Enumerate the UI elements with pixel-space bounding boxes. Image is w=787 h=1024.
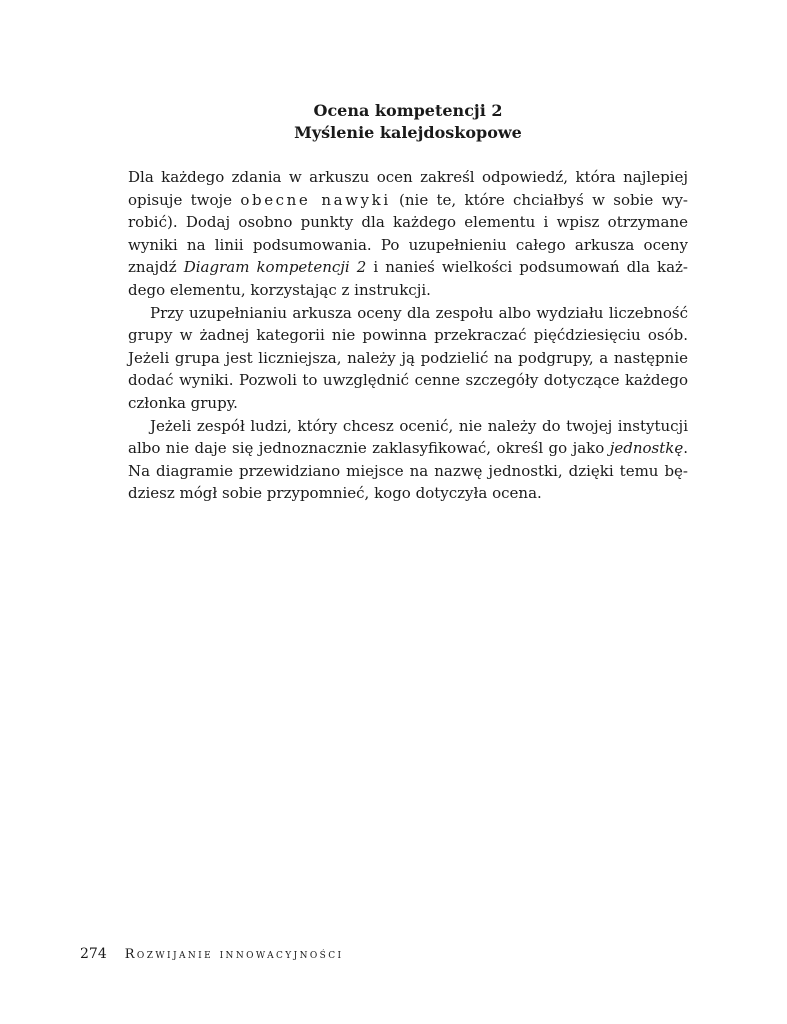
paragraph-1-diagram-title: Diagram kompetencji 2 [183,258,367,277]
heading-title: Ocena kompetencji 2 [313,101,503,120]
page-footer [80,944,343,965]
paragraph-1-text-a: Dla każdego zdania w arkuszu ocen zakreśl odpowiedź, która najlepiej opisuje twoje [128,168,688,209]
section-heading [128,100,688,144]
paragraph-1-text-c: i nanieś wielkości podsumowań dla każ-dego elementu, korzystając z instrukcji. [128,258,688,299]
paragraph-1-emphasis: obecne nawyki [240,190,391,209]
paragraph-3 [128,415,688,505]
running-head: Rozwijanie innowacyjności [124,947,344,962]
paragraph-3-text-b: . Na diagramie przewidziano miejsce na nazwę jednostki, dzięki temu bę-dziesz mógł sobie przypomnieć, kogo dotyczyła ocena. [128,439,688,503]
paragraph-1 [128,166,688,302]
paragraph-3-italic-term: jednostkę [609,439,684,458]
page-number: 274 [80,946,107,962]
paragraph-2: Przy uzupełnianiu arkusza oceny dla zespołu albo wydziału liczebność grupy w żadnej kategorii nie powinna przekraczać pięćdziesięciu osób. Jeżeli grupa jest liczniejsza, należy ją podzielić na podgrupy, a następnie dodać wyniki. Pozwoli to uwzględnić cenne szczegóły dotyczące każdego członka grupy. [128,303,688,412]
heading-subtitle: Myślenie kalejdoskopowe [294,123,522,142]
body-text [128,166,688,505]
paragraph-1-text-b: (nie te, które chciałbyś w sobie wy-robić). Dodaj osobno punkty dla każdego elementu i wpisz otrzymane wyniki na linii podsumowania. Po uzupełnieniu całego arkusza oceny znajdź [128,190,688,277]
paragraph-3-text-a: Jeżeli zespół ludzi, który chcesz ocenić, nie należy do twojej instytucji albo nie daje się jednoznacznie zaklasyfikować, określ go jako [128,416,688,458]
